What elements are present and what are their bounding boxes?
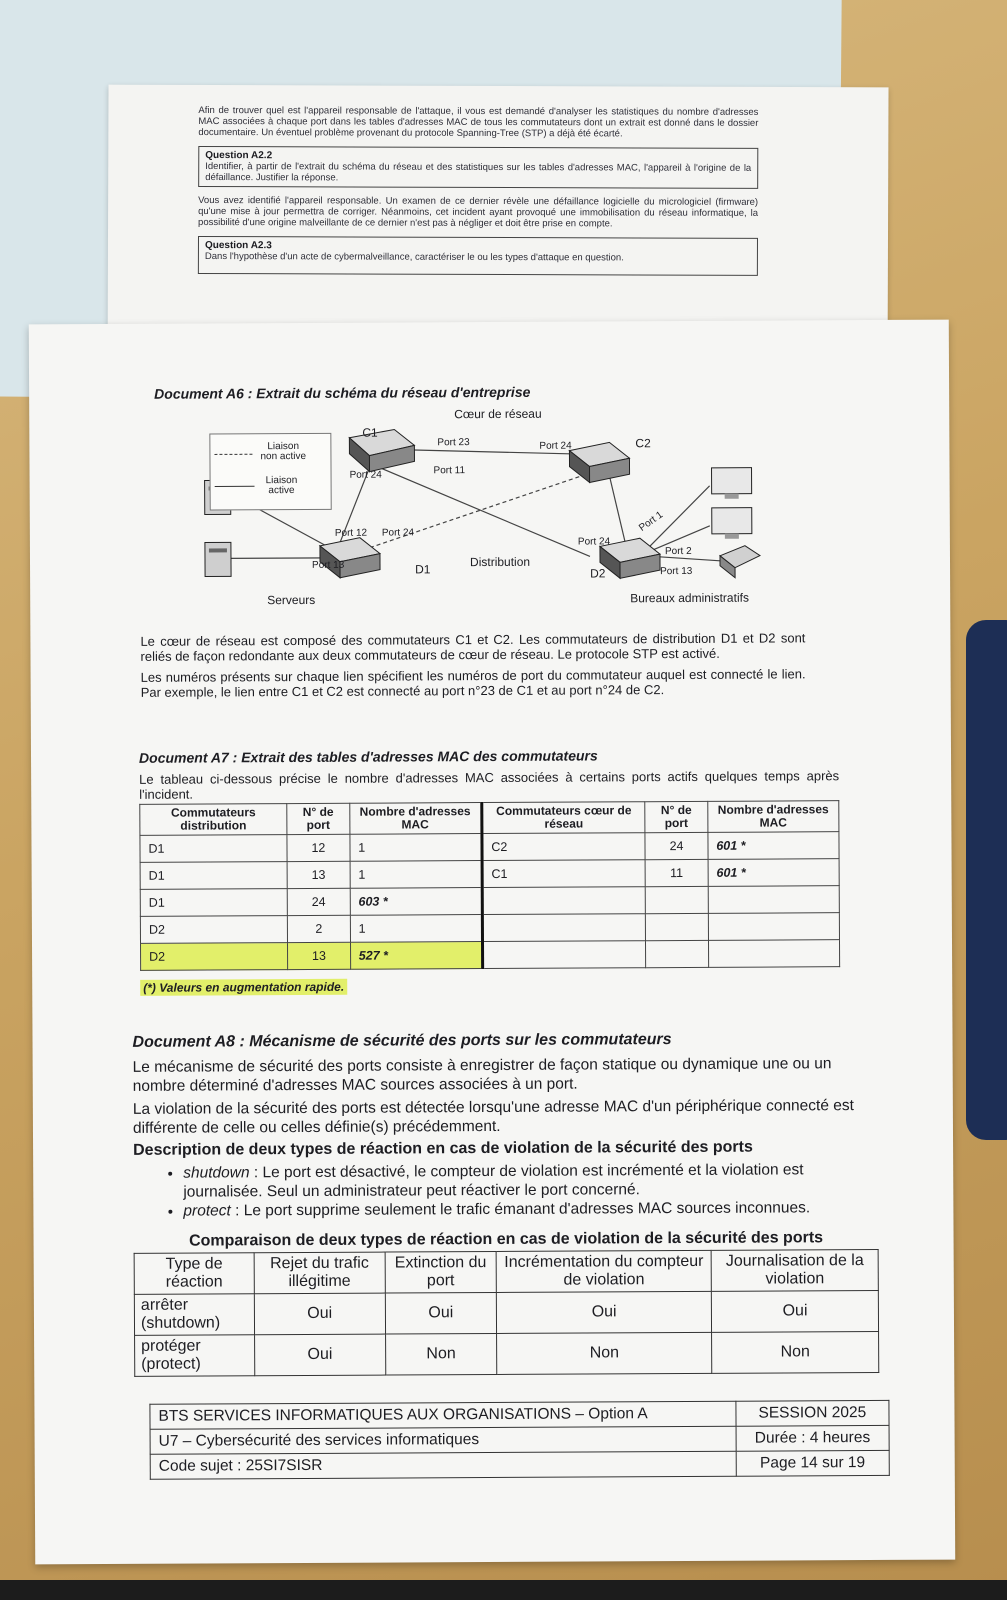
footer-row	[150, 1450, 889, 1479]
header-cell: Nombre d'adresses MAC	[349, 803, 481, 835]
cell: Oui	[254, 1293, 385, 1335]
footer-row	[150, 1425, 889, 1454]
header-cell: Incrémentation du compteur de violation	[496, 1250, 711, 1292]
question-title: Question A2.2	[205, 149, 273, 162]
table-row	[134, 1290, 878, 1335]
doc-a8-paragraph-1: Le mécanisme de sécurité des ports consiste à enregistrer de façon statique ou dynamique une ou un nombre déterminé d'adresses MAC sources associées à un port.	[132, 1055, 832, 1095]
cell: 11	[645, 859, 708, 886]
table-row	[141, 940, 840, 971]
exam-footer	[149, 1400, 889, 1480]
cell: Oui	[254, 1334, 385, 1376]
offices-label: Bureaux administratifs	[630, 590, 749, 606]
cell: Oui	[497, 1291, 712, 1333]
reaction-list	[133, 1160, 878, 1221]
doc-a6-paragraph-2: Les numéros présents sur chaque lien spécifient les numéros de port du commutateur auquel est connecté le lien. Par exemple, le lien entre C1 et C2 est connecté au port n°23 de C1 et au port n°24 de C2.	[140, 666, 806, 700]
link-c2-d2	[610, 476, 625, 541]
back-middle: Vous avez identifié l'appareil responsable. Un examen de ce dernier révèle une défaillance logicielle du micrologiciel (firmware) qu'une mise à jour permettra de corriger. Néanmoins, cet incident ayant provoqué une immobilisation du réseau informatique, la possibilité d'une origine malveillante de ce dernier n'est pas à négliger et doit être prise en compte.	[198, 194, 759, 230]
legend-active	[266, 476, 298, 496]
doc-a7-intro: Le tableau ci-dessous précise le nombre d'adresses MAC associées à certains ports actifs quelques temps après l'incident.	[139, 768, 840, 802]
cell: 2	[287, 915, 350, 942]
port-24-c1-label: Port 24	[349, 469, 382, 481]
link-server2-d1	[230, 558, 330, 559]
back-intro: Afin de trouver quel est l'appareil responsable de l'attaque, il vous est demandé d'analyser les statistiques du nombre d'adresses MAC associées à chaque port dans les tables d'adresses MAC de tous les commutateurs dont un extrait est donné dans le dossier documentaire. Un éventuel problème provenant du protocole Spanning-Tree (STP) a déjà été écarté.	[198, 104, 759, 140]
cell: 601 *	[708, 832, 839, 860]
mac-table	[139, 800, 840, 971]
cell: D1	[140, 862, 287, 890]
cell: 12	[287, 834, 350, 861]
question-a2-3	[198, 236, 758, 276]
cell	[482, 941, 645, 969]
cell	[646, 913, 709, 940]
cell: C1	[482, 860, 645, 888]
doc-a8-paragraph-2: La violation de la sécurité des ports est détectée lorsqu'une adresse MAC d'un périphérique connecté est différente de celle ou celles définie(s) précédemment.	[132, 1097, 854, 1137]
cell: 24	[645, 832, 708, 859]
footer-unit: U7 – Cybersécurité des services informatiques	[150, 1426, 736, 1454]
cell: Oui	[712, 1290, 879, 1332]
port-1-label: Port 1	[637, 509, 666, 534]
c1-label: C1	[362, 425, 378, 440]
port-23-label: Port 23	[437, 437, 470, 449]
legend-inactive-line1: Liaison	[267, 441, 300, 453]
distribution-label: Distribution	[469, 554, 531, 570]
cell	[645, 886, 708, 913]
network-diagram	[169, 406, 770, 619]
legend-active-line2: active	[268, 485, 295, 497]
header-cell: Type de réaction	[134, 1253, 254, 1295]
port-13-d1-label: Port 13	[311, 559, 345, 571]
d1-label: D1	[415, 562, 431, 577]
question-title: Question A2.3	[204, 239, 272, 252]
cell	[708, 886, 839, 914]
doc-a6-paragraph-1: Le cœur de réseau est composé des commutateurs C1 et C2. Les commutateurs de distribution D1 et D2 sont reliés de façon redondante aux deux commutateurs de cœur de réseau. Le protocole STP est activé.	[140, 630, 806, 664]
port-11-label: Port 11	[433, 465, 466, 477]
header-cell: Commutateurs distribution	[140, 804, 287, 836]
comparison-title: Comparaison de deux types de réaction en cas de violation de la sécurité des ports	[189, 1229, 824, 1250]
mac-table-header	[140, 801, 839, 836]
footer-code: Code sujet : 25SI7SISR	[150, 1451, 736, 1479]
comparison-header	[134, 1249, 878, 1294]
port-24-d1-label: Port 24	[381, 527, 415, 539]
cell: 1	[350, 915, 482, 943]
legend-active-line1: Liaison	[265, 475, 298, 487]
cell: Non	[385, 1333, 497, 1375]
c2-label: C2	[635, 436, 651, 451]
switch-d1-icon	[320, 538, 380, 578]
header-cell: Journalisation de la violation	[711, 1249, 878, 1291]
port-2-label: Port 2	[664, 545, 692, 558]
table-row	[135, 1331, 879, 1376]
cell: D1	[140, 835, 287, 863]
list-item	[183, 1198, 878, 1221]
cell: 601 *	[708, 859, 839, 887]
footer-page: Page 14 sur 19	[736, 1450, 889, 1476]
cell: Non	[712, 1331, 879, 1373]
port-12-label: Port 12	[334, 527, 368, 539]
doc-a6-title: Document A6 : Extrait du schéma du réseau d'entreprise	[154, 383, 531, 402]
question-text: Identifier, à partir de l'extrait du schéma du réseau et des statistiques sur les tables d'adresses MAC, l'appareil à l'origine de la défaillance. Justifier la réponse.	[205, 160, 752, 184]
cell: Oui	[385, 1292, 497, 1334]
cell: D2	[140, 916, 287, 944]
term-shutdown: shutdown	[183, 1164, 250, 1182]
header-cell: Rejet du trafic illégitime	[254, 1252, 385, 1294]
cell-highlighted: D2	[141, 943, 288, 971]
header-cell: Nombre d'adresses MAC	[708, 801, 839, 833]
bullet-text: : Le port supprime seulement le trafic émanant d'adresses MAC sources inconnues.	[230, 1199, 811, 1220]
legend-inactive-line2: non active	[260, 450, 307, 463]
legend-lines	[214, 434, 254, 504]
table-row	[140, 886, 839, 917]
cell: arrêter (shutdown)	[134, 1294, 254, 1336]
table-row	[140, 859, 839, 890]
printer-icon	[720, 546, 760, 578]
cell-highlighted: 13	[288, 942, 351, 969]
cell: Non	[497, 1332, 712, 1374]
cell	[708, 913, 839, 941]
server-2-icon	[205, 542, 231, 576]
cell	[482, 914, 645, 942]
pc-2-icon	[712, 508, 752, 539]
core-label: Cœur de réseau	[454, 406, 542, 422]
cell	[482, 887, 645, 915]
document-page	[29, 320, 955, 1565]
servers-label: Serveurs	[267, 592, 316, 608]
header-cell: Commutateurs cœur de réseau	[482, 802, 646, 834]
footer-duration: Durée : 4 heures	[736, 1425, 889, 1451]
cell: 1	[350, 834, 482, 862]
cell: 1	[350, 861, 482, 889]
bullet-text: : Le port est désactivé, le compteur de violation est incrémenté et la violation est journalisée. Seul un administrateur peut réactiver le port concerné.	[183, 1161, 804, 1201]
doc-a8-title: Document A8 : Mécanisme de sécurité des ports sur les commutateurs	[132, 1031, 672, 1051]
footer-session: SESSION 2025	[736, 1400, 889, 1426]
footer-row	[150, 1400, 889, 1429]
table-row	[140, 832, 839, 863]
d2-label: D2	[590, 566, 606, 581]
port-24-c2-label: Port 24	[539, 440, 572, 452]
question-a2-2	[198, 146, 758, 189]
doc-a7-title: Document A7 : Extrait des tables d'adresses MAC des commutateurs	[138, 747, 598, 766]
cell: protéger (protect)	[135, 1335, 255, 1377]
comparison-table	[134, 1249, 880, 1377]
cell: D1	[140, 889, 287, 917]
switch-c1-icon	[349, 429, 414, 471]
cell	[646, 940, 709, 967]
cell: 13	[287, 861, 350, 888]
link-c1-d2	[380, 466, 590, 557]
port-24-d2-label: Port 24	[577, 536, 611, 548]
pen	[966, 620, 1007, 1140]
cell-highlighted: 527 *	[350, 942, 482, 970]
footer-exam: BTS SERVICES INFORMATIQUES AUX ORGANISATIONS – Option A	[150, 1401, 736, 1429]
legend-inactive	[260, 442, 306, 462]
bottom-band	[0, 1580, 1007, 1600]
port-13-d2-label: Port 13	[660, 565, 693, 578]
list-item	[183, 1160, 878, 1202]
legend	[209, 433, 331, 511]
pc-1-icon	[712, 468, 752, 499]
doc-a8-subtitle: Description de deux types de réaction en cas de violation de la sécurité des ports	[133, 1138, 753, 1159]
table-row	[140, 913, 839, 944]
cell: C2	[482, 833, 645, 861]
cell: 603 *	[350, 888, 482, 916]
term-protect: protect	[183, 1202, 231, 1220]
cell: 24	[287, 888, 350, 915]
header-cell: N° de port	[645, 801, 708, 832]
mac-table-note: (*) Valeurs en augmentation rapide.	[140, 979, 347, 996]
question-text: Dans l'hypothèse d'un acte de cybermalveillance, caractériser le ou les types d'attaque en question.	[204, 250, 624, 264]
header-cell: N° de port	[287, 803, 350, 834]
cell	[708, 940, 839, 968]
header-cell: Extinction du port	[385, 1251, 497, 1293]
